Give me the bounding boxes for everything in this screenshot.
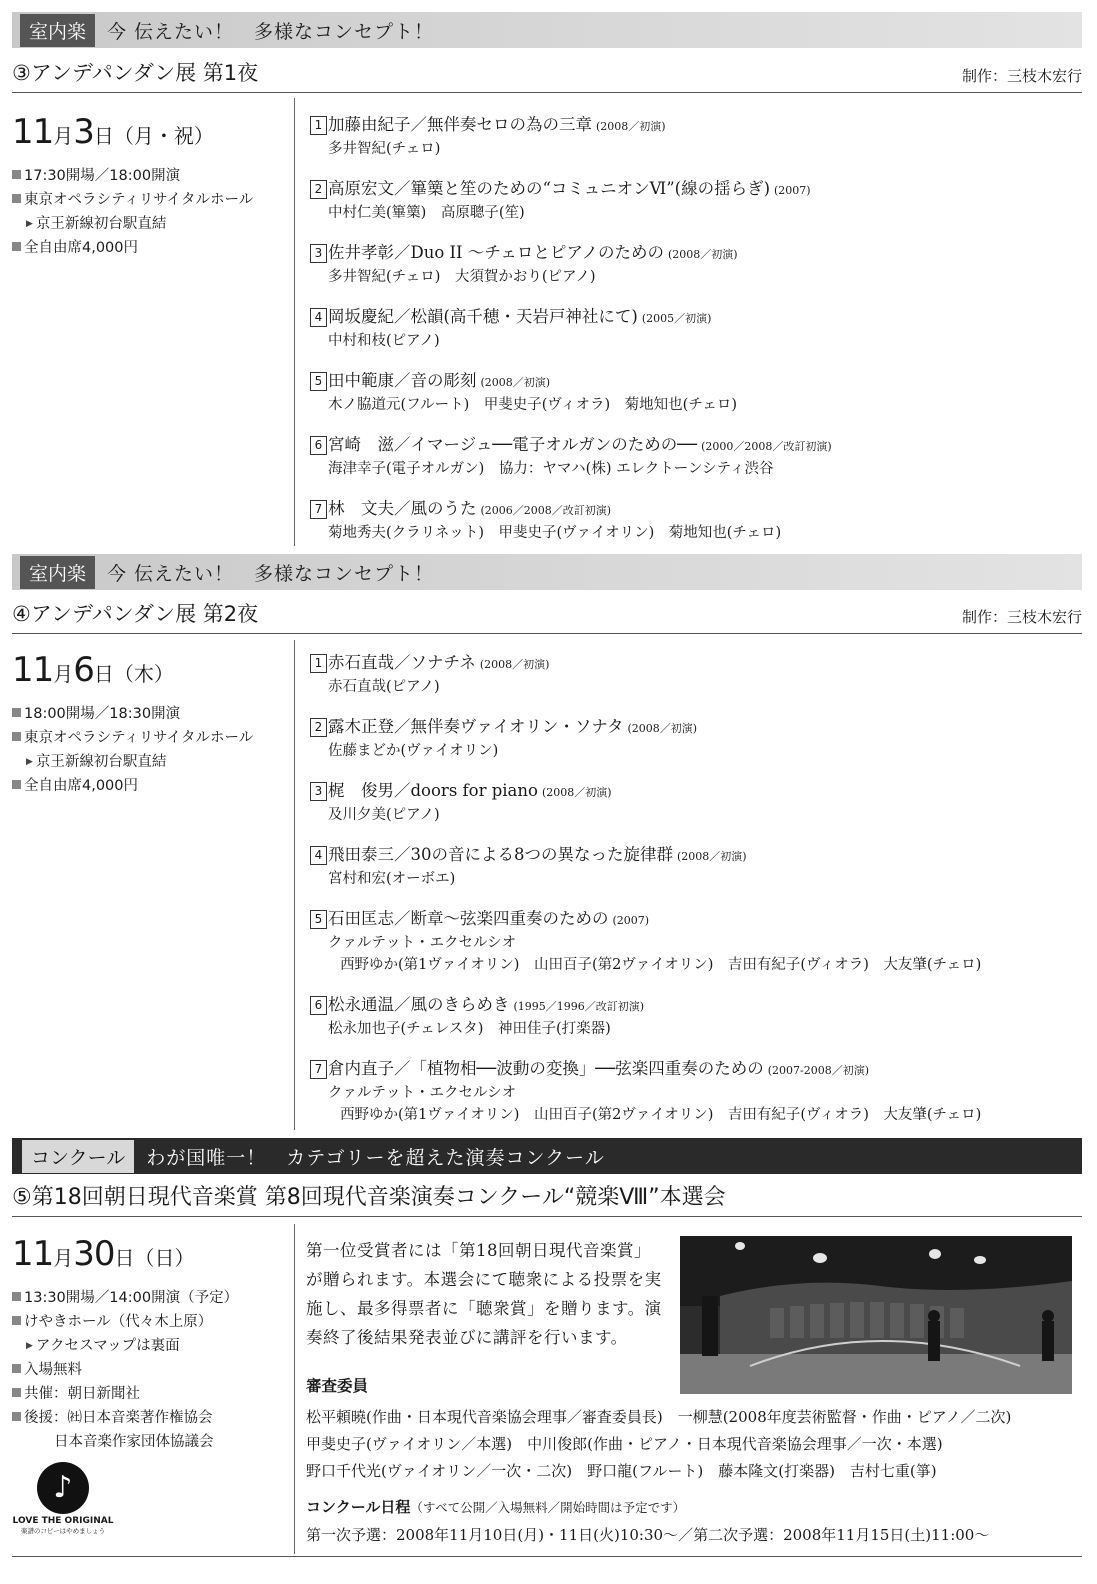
- event-time: 17:30開場／18:00開演: [12, 164, 292, 188]
- program-item: 5 石田匡志／断章～弦楽四重奏のための (2007) クァルテット・エクセルシオ 西野ゆか(第1ヴァイオリン) 山田百子(第2ヴァイオリン) 吉田有紀子(ヴィオラ) 大友肇(チェロ): [310, 908, 1080, 976]
- event-4-info: [12, 702, 292, 798]
- event-4-date: 11月6日（木）: [12, 650, 174, 690]
- event-venue: 東京オペラシティリサイタルホール: [12, 726, 292, 750]
- category-band-competition: [12, 1138, 1082, 1174]
- program-item: 6 松永通温／風のきらめき (1995／1996／改訂初演) 松永加也子(チェレスタ) 神田佳子(打楽器): [310, 994, 1080, 1040]
- event-access: ▶ 京王新線初台駅直結: [12, 750, 292, 774]
- column-divider: [294, 640, 295, 1130]
- program-item: 2 露木正登／無伴奏ヴァイオリン・ソナタ (2008／初演) 佐藤まどか(ヴァイオリン): [310, 716, 1080, 762]
- schedule-note: （すべて公開／入場無料／開始時間は予定です）: [410, 1500, 686, 1515]
- music-note-icon: ♪: [37, 1462, 89, 1514]
- event-3-producer: 制作：三枝木宏行: [961, 67, 1082, 85]
- program-item: 4 飛田泰三／30の音による8つの異なった旋律群 (2008／初演) 宮村和宏(オーボエ): [310, 844, 1080, 890]
- category-tagline: 今 伝えたい！ 多様なコンセプト！: [107, 562, 435, 585]
- jury-line: 松平頼曉(作曲・日本現代音楽協会理事／審査委員長) 一柳慧(2008年度芸術監督・作曲・ピアノ／二次): [306, 1408, 1012, 1426]
- event-3-info: [12, 164, 292, 260]
- concert-photo: [680, 1236, 1072, 1394]
- event-3-header: [12, 56, 1082, 93]
- event-4-title: ④アンデパンダン展 第2夜: [12, 602, 259, 626]
- program-item: 3 佐井孝彰／Duo II ～チェロとピアノのための (2008／初演) 多井智紀(チェロ) 大須賀かおり(ピアノ): [310, 242, 1080, 288]
- event-5-info: [12, 1286, 292, 1454]
- event-time: 13:30開場／14:00開演（予定）: [12, 1286, 292, 1310]
- logo-subtext: 楽譜のコピーはやめましょう: [20, 1527, 106, 1535]
- event-4-header: [12, 597, 1082, 634]
- event-support-2: 日本音楽作家団体協議会: [54, 1434, 214, 1450]
- event-access: ▶ アクセスマップは裏面: [12, 1334, 292, 1358]
- program-item: 6 宮崎 滋／イマージュ──電子オルガンのための── (2000／2008／改訂初演) 海津幸子(電子オルガン) 協力：ヤマハ(株) エレクトーンシティ渋谷: [310, 434, 1080, 480]
- event-4-details: [12, 650, 292, 798]
- jury-list: [306, 1404, 1076, 1485]
- schedule-heading: コンクール日程（すべて公開／入場無料／開始時間は予定です）: [306, 1498, 686, 1516]
- event-3-title: ③アンデパンダン展 第1夜: [12, 61, 259, 85]
- jury-heading: 審査委員: [306, 1377, 369, 1395]
- event-venue: 東京オペラシティリサイタルホール: [12, 188, 292, 212]
- event-cosponsor: 共催：朝日新聞社: [12, 1382, 292, 1406]
- event-price: 全自由席4,000円: [12, 236, 292, 260]
- program-item: 1 赤石直哉／ソナチネ (2008／初演) 赤石直哉(ピアノ): [310, 652, 1080, 698]
- event-5-title: ⑤第18回朝日現代音楽賞 第8回現代音楽演奏コンクール“競楽Ⅷ”本選会: [12, 1185, 726, 1210]
- jury-line: 野口千代光(ヴァイオリン／一次・二次) 野口龍(フルート) 藤本隆文(打楽器) 吉村七重(箏): [306, 1462, 937, 1480]
- category-band-chamber-2: [12, 554, 1082, 590]
- event-price: 全自由席4,000円: [12, 774, 292, 798]
- logo-text: LOVE THE ORIGINAL: [12, 1516, 114, 1526]
- prize-description: 第一位受賞者には「第18回朝日現代音楽賞」が贈られます。本選会にて聴衆による投票を実施し、最多得票者に「聴衆賞」を贈ります。演奏終了後結果発表並びに講評を行います。: [306, 1241, 662, 1347]
- event-5-date: 11月30日（日）: [12, 1234, 195, 1274]
- bottom-rule: [12, 1556, 1082, 1557]
- event-3-date: 11月3日（月・祝）: [12, 112, 214, 152]
- program-item: 2 高原宏文／篳篥と笙のための“コミュニオンⅥ”(線の揺らぎ) (2007) 中村仁美(篳篥) 高原聰子(笙): [310, 178, 1080, 224]
- event-5-details: [12, 1234, 292, 1454]
- program-item: 4 岡坂慶紀／松韻(高千穂・天岩戸神社にて) (2005／初演) 中村和枝(ピアノ): [310, 306, 1080, 352]
- category-tag: 室内楽: [20, 556, 95, 589]
- event-3-details: [12, 112, 292, 260]
- category-band-chamber-1: [12, 12, 1082, 48]
- schedule-text: 第一次予選：2008年11月10日(月)・11日(火)10:30～／第二次予選：2008年11月15日(土)11:00～: [306, 1526, 990, 1544]
- program-item: 7 倉内直子／「植物相──波動の変換」──弦楽四重奏のための (2007-2008／初演) クァルテット・エクセルシオ 西野ゆか(第1ヴァイオリン) 山田百子(第2ヴァイオリン) 吉田有紀子(ヴィオラ) 大友肇(チェロ): [310, 1058, 1080, 1126]
- event-3-program: [310, 114, 1080, 562]
- program-item: 5 田中範康／音の彫刻 (2008／初演) 木ノ脇道元(フルート) 甲斐史子(ヴィオラ) 菊地知也(チェロ): [310, 370, 1080, 416]
- event-5-header: [12, 1180, 1082, 1217]
- program-item: 1 加藤由紀子／無伴奏セロの為の三章 (2008／初演) 多井智紀(チェロ): [310, 114, 1080, 160]
- event-support: 後援：㈳日本音楽著作権協会: [12, 1406, 292, 1430]
- category-tag: 室内楽: [20, 14, 95, 47]
- event-venue: けやきホール（代々木上原）: [12, 1310, 292, 1334]
- event-time: 18:00開場／18:30開演: [12, 702, 292, 726]
- event-price: 入場無料: [12, 1358, 292, 1382]
- love-the-original-logo: [8, 1462, 118, 1535]
- event-access: ▶ 京王新線初台駅直結: [12, 212, 292, 236]
- category-tag: コンクール: [22, 1140, 134, 1173]
- column-divider: [294, 1224, 295, 1554]
- program-item: 3 梶 俊男／doors for piano (2008／初演) 及川夕美(ピアノ): [310, 780, 1080, 826]
- concert-photo-image: [680, 1236, 1072, 1394]
- event-4-producer: 制作：三枝木宏行: [961, 608, 1082, 626]
- event-4-program: [310, 652, 1080, 1144]
- program-item: 7 林 文夫／風のうた (2006／2008／改訂初演) 菊地秀夫(クラリネット) 甲斐史子(ヴァイオリン) 菊地知也(チェロ): [310, 498, 1080, 544]
- category-tagline: わが国唯一！ カテゴリーを超えた演奏コンクール: [146, 1146, 605, 1169]
- column-divider: [294, 98, 295, 546]
- category-tagline: 今 伝えたい！ 多様なコンセプト！: [107, 20, 435, 43]
- jury-line: 甲斐史子(ヴァイオリン／本選) 中川俊郎(作曲・ピアノ・日本現代音楽協会理事／一次・本選): [306, 1435, 943, 1453]
